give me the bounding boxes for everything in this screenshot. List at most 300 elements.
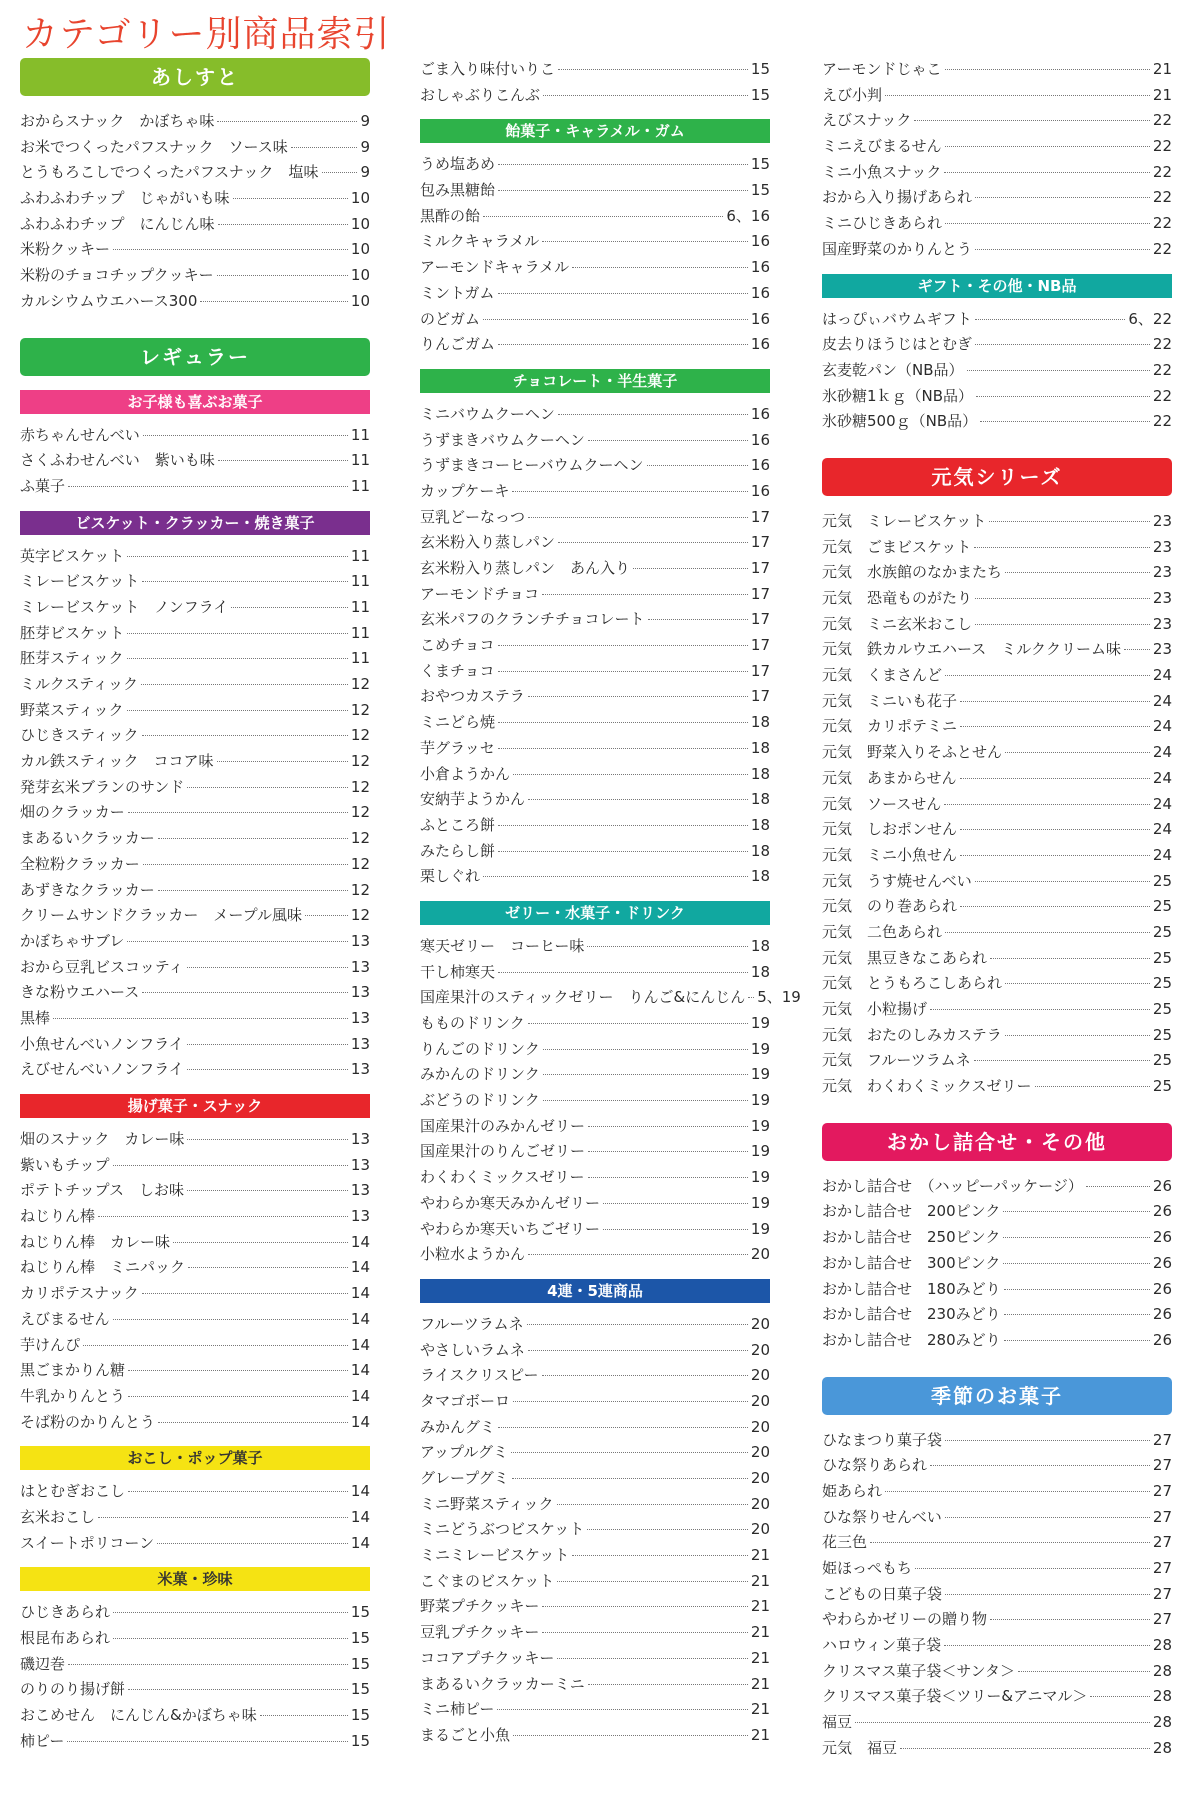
page-number: 14 (350, 1386, 370, 1405)
product-name: おかし詰合せ 200ピンク (822, 1202, 1001, 1221)
dot-leader (528, 517, 748, 518)
category-banner: あしすと (20, 58, 370, 96)
index-entry (420, 1724, 770, 1750)
index-entry (420, 1089, 770, 1115)
subcategory-banner: 揚げ菓子・スナック (20, 1094, 370, 1118)
page-number: 19 (750, 1065, 770, 1084)
dot-leader (975, 319, 1126, 320)
dot-leader (1003, 1211, 1150, 1212)
dot-leader (483, 876, 748, 877)
product-name: はっぴぃバウムギフト (822, 309, 972, 328)
page-number: 16 (750, 309, 770, 328)
product-name: 玄麦乾パン（NB品） (822, 360, 964, 379)
dot-leader (200, 301, 348, 302)
product-name: 赤ちゃんせんべい (20, 425, 140, 444)
product-name: 元気 フルーツラムネ (822, 1051, 971, 1070)
index-entry (20, 187, 370, 213)
index-entry (822, 741, 1172, 767)
dot-leader (158, 890, 348, 891)
product-name: ミニ小魚スナック (822, 162, 942, 181)
product-name: 元気 カリポテミニ (822, 717, 958, 736)
dot-leader (498, 1427, 748, 1428)
index-entry (20, 110, 370, 136)
product-name: 元気 鉄カルウエハース ミルククリーム味 (822, 640, 1121, 659)
index-list (20, 1480, 370, 1557)
index-entry (420, 840, 770, 866)
dot-leader (1005, 752, 1150, 753)
page-number: 16 (750, 283, 770, 302)
dot-leader (542, 241, 748, 242)
product-name: 元気 ミニいも花子 (822, 691, 958, 710)
index-entry (20, 136, 370, 162)
product-name: 全粒粉クラッカー (20, 854, 140, 873)
index-entry (420, 58, 770, 84)
page-number: 17 (750, 661, 770, 680)
dot-leader (1004, 1340, 1150, 1341)
page-number: 16 (750, 232, 770, 251)
product-name: 皮去りほうじはとむぎ (822, 335, 973, 354)
product-name: 小粒水ようかん (420, 1245, 526, 1264)
index-entry (822, 1531, 1172, 1557)
page-number: 11 (350, 425, 370, 444)
page-number: 22 (1152, 335, 1172, 354)
index-list (20, 545, 370, 1084)
index-entry (20, 1601, 370, 1627)
index-entry (20, 449, 370, 475)
page-number: 9 (360, 163, 370, 182)
index-entry (420, 557, 770, 583)
page-number: 27 (1152, 1481, 1172, 1500)
dot-leader (588, 1151, 748, 1152)
dot-leader (113, 1165, 348, 1166)
index-entry (420, 1218, 770, 1244)
index-entry (20, 1653, 370, 1679)
dot-leader (498, 164, 748, 165)
page-number: 12 (350, 829, 370, 848)
page-number: 25 (1152, 871, 1172, 890)
dot-leader (960, 726, 1150, 727)
dot-leader (945, 675, 1150, 676)
index-entry (420, 282, 770, 308)
product-name: 元気 福豆 (822, 1738, 898, 1757)
product-name: 花三色 (822, 1533, 868, 1552)
product-name: グレープグミ (420, 1469, 509, 1487)
dot-leader (989, 521, 1150, 522)
page-number: 18 (750, 962, 770, 981)
index-entry (420, 1166, 770, 1192)
page-number: 19 (750, 1142, 770, 1161)
product-name: ぶどうのドリンク (420, 1091, 540, 1110)
index-entry (420, 788, 770, 814)
page-number: 25 (1152, 1000, 1172, 1018)
dot-leader (53, 1018, 348, 1019)
dot-leader (960, 906, 1150, 907)
dot-leader (974, 1060, 1150, 1061)
product-name: 包み黒糖飴 (420, 181, 496, 200)
product-name: えび小判 (822, 85, 883, 104)
index-entry (420, 403, 770, 429)
page-number: 19 (750, 1091, 770, 1110)
dot-leader (974, 547, 1150, 548)
page-number: 20 (750, 1245, 770, 1264)
index-entry (420, 1364, 770, 1390)
page-number: 12 (350, 752, 370, 771)
index-entry (822, 613, 1172, 639)
product-name: 元気 恐竜ものがたり (822, 589, 973, 607)
dot-leader (648, 619, 748, 620)
product-name: ねじりん棒 ミニパック (20, 1258, 186, 1277)
subcategory-banner: 米菓・珍味 (20, 1567, 370, 1591)
page-number: 27 (1152, 1456, 1172, 1475)
dot-leader (498, 645, 748, 646)
dot-leader (498, 293, 748, 294)
page-number: 13 (350, 1060, 370, 1079)
page-number: 16 (750, 481, 770, 500)
page-number: 11 (350, 476, 370, 495)
dot-leader (157, 1543, 348, 1544)
product-name: 安納芋ようかん (420, 790, 526, 809)
page-number: 17 (750, 610, 770, 629)
index-entry (822, 536, 1172, 562)
page-number: 15 (750, 155, 770, 174)
index-entry (20, 904, 370, 930)
index-entry (822, 947, 1172, 973)
page-number: 24 (1152, 717, 1172, 736)
product-name: 黒ごまかりん糖 (20, 1361, 126, 1380)
dot-leader (67, 1741, 348, 1742)
product-name: 米粉クッキー (20, 240, 111, 259)
page-number: 26 (1152, 1305, 1172, 1324)
page-number: 12 (350, 880, 370, 899)
dot-leader (128, 1689, 348, 1690)
dot-leader (231, 607, 348, 608)
product-name: おやつカステラ (420, 687, 525, 706)
dot-leader (217, 761, 348, 762)
subcategory-banner: ビスケット・クラッカー・焼き菓子 (20, 511, 370, 535)
dot-leader (187, 1139, 348, 1140)
product-name: 玄米粉入り蒸しパン あん入り (420, 559, 631, 577)
page-number: 21 (750, 1571, 770, 1590)
page-number: 27 (1152, 1430, 1172, 1449)
product-name: きな粉ウエハース (20, 983, 140, 1002)
section-spacer (822, 1111, 1172, 1123)
dot-leader (513, 1735, 748, 1736)
product-name: 氷砂糖500ｇ（NB品） (822, 412, 978, 431)
index-entry (420, 583, 770, 609)
index-entry (420, 1518, 770, 1544)
page-number: 24 (1152, 666, 1172, 685)
index-entry (822, 921, 1172, 947)
product-name: 寒天ゼリー コーヒー味 (420, 936, 585, 955)
page-number: 20 (750, 1469, 770, 1487)
dot-leader (572, 267, 748, 268)
dot-leader (142, 1293, 348, 1294)
index-entry (822, 333, 1172, 359)
product-name: 国産果汁のみかんゼリー (420, 1116, 586, 1135)
page-number: 21 (750, 1623, 770, 1642)
dot-leader (498, 722, 748, 723)
page-number: 6、16 (726, 206, 770, 225)
dot-leader (588, 1684, 748, 1685)
page-number: 18 (750, 738, 770, 757)
index-entry (822, 1429, 1172, 1455)
index-entry (822, 1685, 1172, 1711)
index-entry (822, 1049, 1172, 1075)
product-name: ひな祭りあられ (822, 1456, 928, 1475)
page-number: 23 (1152, 640, 1172, 659)
dot-leader (498, 190, 748, 191)
dot-leader (542, 1632, 748, 1633)
page-number: 15 (750, 181, 770, 200)
product-name: えびまるせん (20, 1309, 110, 1328)
page-number: 17 (750, 584, 770, 603)
index-entry (822, 664, 1172, 690)
dot-leader (127, 941, 348, 942)
index-entry (20, 699, 370, 725)
dot-leader (603, 1229, 748, 1230)
index-entry (822, 308, 1172, 334)
product-name: フルーツラムネ (420, 1314, 524, 1333)
product-name: ポテトチップス しお味 (20, 1181, 184, 1200)
product-name: 元気 ミレービスケット (822, 511, 987, 530)
product-name: おからスナック かぼちゃ味 (20, 112, 215, 130)
index-entry (420, 1673, 770, 1699)
dot-leader (260, 1715, 348, 1716)
product-name: おから豆乳ビスコッティ (20, 957, 184, 976)
page-number: 12 (350, 854, 370, 873)
product-name: 胚芽スティック (20, 649, 124, 668)
product-name: 国産果汁のりんごゼリー (420, 1142, 586, 1161)
index-entry (20, 1506, 370, 1532)
index-entry (822, 1557, 1172, 1583)
product-name: カリポテスナック (20, 1284, 139, 1303)
product-name: タマゴボーロ (420, 1391, 511, 1410)
index-entry (20, 264, 370, 290)
index-entry (420, 935, 770, 961)
index-entry (420, 1467, 770, 1493)
product-name: 米粉のチョコチップクッキー (20, 266, 214, 285)
product-name: カルシウムウエハース300 (20, 291, 198, 310)
page-number: 20 (750, 1391, 770, 1410)
product-name: 玄米おこし (20, 1507, 96, 1526)
index-entry (20, 1480, 370, 1506)
dot-leader (142, 581, 348, 582)
index-list (420, 403, 770, 891)
index-entry (822, 1454, 1172, 1480)
dot-leader (945, 223, 1150, 224)
dot-leader (1090, 1696, 1150, 1697)
index-entry (420, 711, 770, 737)
index-entry (822, 1329, 1172, 1355)
index-entry (20, 1627, 370, 1653)
page-number: 24 (1152, 691, 1172, 710)
dot-leader (113, 1638, 348, 1639)
dot-leader (975, 881, 1150, 882)
product-name: こどもの日菓子袋 (822, 1584, 943, 1603)
index-entry (822, 1634, 1172, 1660)
page-number: 28 (1152, 1738, 1172, 1757)
product-name: 根昆布あられ (20, 1629, 111, 1647)
dot-leader (975, 598, 1150, 599)
dot-leader (1035, 1086, 1150, 1087)
page-number: 22 (1152, 386, 1172, 405)
dot-leader (528, 799, 748, 800)
product-name: ココアプチクッキー (420, 1648, 555, 1667)
product-name: やさしいラムネ (420, 1340, 525, 1359)
product-name: スイートポリコーン (20, 1533, 155, 1552)
dot-leader (990, 958, 1150, 959)
index-entry (420, 84, 770, 110)
index-entry (822, 870, 1172, 896)
index-entry (20, 545, 370, 571)
dot-leader (512, 491, 748, 492)
product-name: のどガム (420, 309, 481, 328)
product-name: アーモンドじゃこ (822, 60, 942, 78)
index-entry (420, 1621, 770, 1647)
page-number: 21 (750, 1700, 770, 1719)
index-entry (420, 1647, 770, 1673)
page-number: 21 (750, 1674, 770, 1693)
dot-leader (557, 1658, 748, 1659)
index-entry (822, 1200, 1172, 1226)
dot-leader (1005, 572, 1150, 573)
product-name: 元気 ミニ玄米おこし (822, 614, 973, 633)
dot-leader (498, 748, 748, 749)
dot-leader (528, 696, 748, 697)
product-name: えびスナック (822, 111, 912, 130)
index-entry (20, 1704, 370, 1730)
section-spacer (822, 1365, 1172, 1377)
product-name: クリスマス菓子袋＜ツリー&アニマル＞ (822, 1687, 1088, 1706)
index-entry (20, 1385, 370, 1411)
product-name: おこめせん にんじん&かぼちゃ味 (20, 1706, 257, 1725)
page-number: 14 (350, 1507, 370, 1526)
product-name: さくふわせんべい 紫いも味 (20, 451, 215, 470)
index-entry (420, 986, 801, 1012)
index-entry (822, 359, 1172, 385)
page-number: 15 (350, 1654, 370, 1673)
index-entry (420, 1416, 770, 1442)
page-number: 13 (350, 1130, 370, 1148)
index-entry (20, 724, 370, 750)
dot-leader (113, 1319, 348, 1320)
dot-leader (975, 249, 1150, 250)
index-entry (20, 647, 370, 673)
page-number: 26 (1152, 1279, 1172, 1298)
page-number: 21 (1152, 85, 1172, 104)
index-entry (420, 1243, 770, 1269)
subcategory-banner: 4連・5連商品 (420, 1279, 770, 1303)
page-number: 21 (1152, 60, 1172, 78)
dot-leader (187, 1044, 348, 1045)
product-name: 元気 うす焼せんべい (822, 871, 972, 890)
dot-leader (291, 147, 358, 148)
category-banner: レギュラー (20, 338, 370, 376)
dot-leader (647, 465, 748, 466)
product-name: 元気 水族館のなかまたち (822, 563, 1003, 582)
dot-leader (980, 421, 1150, 422)
product-name: ミルクスティック (20, 675, 139, 693)
product-name: ふところ餅 (420, 815, 496, 834)
index-entry (20, 570, 370, 596)
dot-leader (557, 1581, 748, 1582)
index-entry (20, 622, 370, 648)
page-number: 28 (1152, 1713, 1172, 1732)
dot-leader (944, 804, 1150, 805)
product-name: 元気 わくわくミックスゼリー (822, 1077, 1032, 1096)
index-entry (20, 213, 370, 239)
dot-leader (187, 967, 348, 968)
dot-leader (960, 829, 1150, 830)
product-name: 元気 くまさんど (822, 666, 943, 685)
index-entry (420, 454, 770, 480)
page-number: 15 (350, 1731, 370, 1750)
page-number: 9 (360, 137, 370, 156)
dot-leader (187, 1069, 348, 1070)
index-entry (20, 290, 370, 316)
page-number: 19 (750, 1014, 770, 1032)
page-number: 15 (350, 1706, 370, 1725)
page-number: 22 (1152, 214, 1172, 233)
dot-leader (187, 1190, 348, 1191)
dot-leader (945, 932, 1150, 933)
index-entry (20, 1058, 370, 1084)
dot-leader (976, 396, 1150, 397)
index-entry (420, 737, 770, 763)
page-number: 24 (1152, 768, 1172, 787)
page-number: 12 (350, 906, 370, 925)
product-name: 元気 あまからせん (822, 768, 957, 787)
product-name: まあるいクラッカー (20, 829, 155, 848)
page-number: 11 (350, 597, 370, 616)
dot-leader (572, 1555, 748, 1556)
page-number: 16 (750, 456, 770, 475)
page-number: 27 (1152, 1584, 1172, 1603)
page-number: 14 (350, 1309, 370, 1328)
page-number: 10 (350, 266, 370, 285)
index-entry (822, 638, 1172, 664)
index-entry (20, 930, 370, 956)
dot-leader (498, 851, 748, 852)
index-entry (822, 818, 1172, 844)
product-name: ごま入り味付いりこ (420, 60, 556, 78)
product-name: ミントガム (420, 283, 495, 302)
dot-leader (218, 460, 348, 461)
product-name: そば粉のかりんとう (20, 1412, 156, 1431)
page-number: 21 (750, 1648, 770, 1667)
product-name: おかし詰合せ 280みどり (822, 1330, 1001, 1349)
index-list (822, 510, 1172, 1101)
index-entry (822, 161, 1172, 187)
page-number: 18 (750, 764, 770, 783)
product-name: 干し柿寒天 (420, 962, 496, 981)
page-number: 19 (750, 1168, 770, 1187)
product-name: カップケーキ (420, 481, 510, 500)
dot-leader (633, 568, 748, 569)
product-name: みかんグミ (420, 1417, 496, 1436)
product-name: おかし詰合せ 180みどり (822, 1279, 1001, 1298)
dot-leader (945, 1440, 1150, 1441)
dot-leader (542, 1375, 748, 1376)
index-entry (822, 561, 1172, 587)
index-list (822, 58, 1172, 264)
page-number: 12 (350, 803, 370, 822)
index-entry (420, 1698, 770, 1724)
index-list (420, 153, 770, 359)
index-entry (822, 1480, 1172, 1506)
dot-leader (127, 633, 348, 634)
index-entry (20, 1282, 370, 1308)
